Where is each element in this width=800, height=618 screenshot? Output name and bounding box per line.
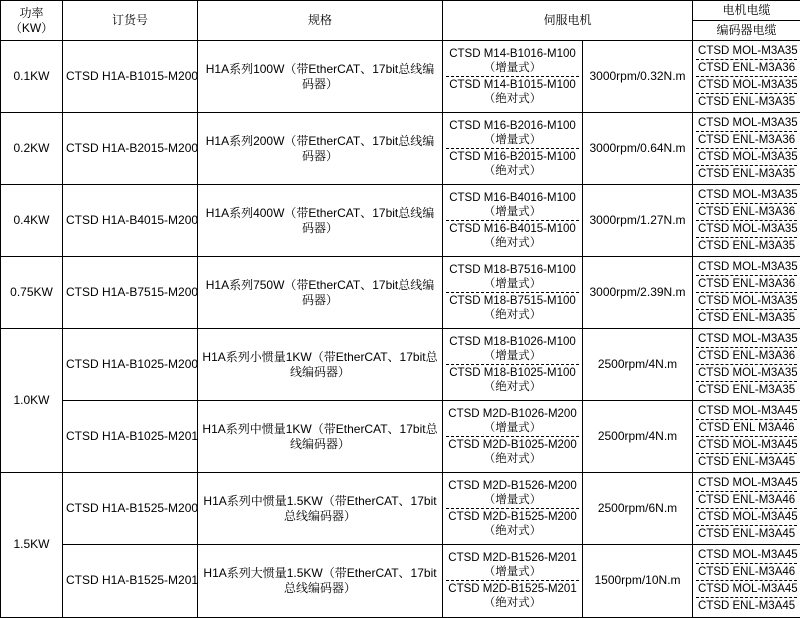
- cell-spec: H1A系列小惯量1KW（带EtherCAT、17bit总线编码器）: [198, 329, 443, 401]
- cell-spec: H1A系列中惯量1KW（带EtherCAT、17bit总线编码器）: [198, 401, 443, 473]
- cell-servo-motor: [443, 185, 583, 257]
- cell-power: 0.4KW: [1, 185, 63, 257]
- motor-model-list: [446, 478, 579, 539]
- motor-model-list: [446, 190, 579, 251]
- cable-item: [696, 204, 797, 221]
- cable-list: [696, 187, 797, 254]
- cable-text: CTSD MOL-M3A35: [696, 331, 797, 348]
- motor-model-item: [446, 293, 579, 324]
- cable-text: CTSD ENL-M3A45: [696, 454, 797, 471]
- motor-model-item: [446, 262, 579, 293]
- cable-item: [696, 564, 797, 581]
- motor-model-item: [446, 149, 579, 180]
- cable-text: CTSD ENL-M3A36: [696, 348, 797, 365]
- cell-speed-torque: 2500rpm/6N.m: [583, 473, 693, 545]
- cell-servo-motor: [443, 473, 583, 545]
- cable-item: [696, 365, 797, 382]
- cable-item: [696, 94, 797, 111]
- cell-speed-torque: 2500rpm/4N.m: [583, 329, 693, 401]
- cable-text: CTSD MOL-M3A45: [696, 581, 797, 598]
- motor-model-list: [446, 550, 579, 611]
- cell-order-no: CTSD H1A-B1025-M201: [63, 401, 198, 473]
- cell-cables: [693, 401, 800, 473]
- cable-item: [696, 348, 797, 365]
- motor-model-text: CTSD M2D-B1026-M200 （增量式）: [446, 406, 579, 437]
- motor-model-list: [446, 334, 579, 395]
- motor-model-item: [446, 478, 579, 509]
- cable-item: [696, 403, 797, 420]
- cable-item: [696, 547, 797, 564]
- motor-model-item: [446, 190, 579, 221]
- cell-spec: H1A系列大惯量1.5KW（带EtherCAT、17bit总线编码器）: [198, 545, 443, 617]
- cable-text: CTSD ENL-M3A35: [696, 238, 797, 255]
- cable-item: [696, 276, 797, 293]
- cable-item: [696, 437, 797, 454]
- motor-model-text: CTSD M16-B4015-M100 （绝对式）: [446, 221, 579, 252]
- cable-text: CTSD ENL-M3A46: [696, 492, 797, 509]
- cable-item: [696, 166, 797, 183]
- cell-cables: [693, 545, 800, 617]
- header-spec: 规格: [198, 1, 443, 41]
- cable-text: CTSD ENL M3A46: [696, 420, 797, 437]
- cell-power: 1.0KW: [1, 329, 63, 473]
- cable-item: [696, 310, 797, 327]
- cell-spec: H1A系列200W（带EtherCAT、17bit总线编码器）: [198, 113, 443, 185]
- cell-servo-motor: [443, 545, 583, 617]
- table-row: [1, 473, 800, 545]
- cable-text: CTSD ENL-M3A45: [696, 598, 797, 615]
- cable-item: [696, 60, 797, 77]
- motor-model-text: CTSD M2D-B1025-M200 （绝对式）: [446, 437, 579, 468]
- cell-order-no: CTSD H1A-B1015-M200: [63, 41, 198, 113]
- motor-model-item: [446, 509, 579, 540]
- cell-cables: [693, 257, 800, 329]
- cable-text: CTSD MOL-M3A45: [696, 437, 797, 454]
- cable-item: [696, 221, 797, 238]
- cell-power: 0.1KW: [1, 41, 63, 113]
- cable-text: CTSD MOL-M3A45: [696, 547, 797, 564]
- cable-item: [696, 331, 797, 348]
- cell-speed-torque: 3000rpm/2.39N.m: [583, 257, 693, 329]
- motor-model-item: [446, 77, 579, 108]
- motor-model-text: CTSD M16-B4016-M100 （增量式）: [446, 190, 579, 221]
- cable-item: [696, 187, 797, 204]
- cell-order-no: CTSD H1A-B1525-M201: [63, 545, 198, 617]
- cable-text: CTSD ENL-M3A35: [696, 382, 797, 399]
- motor-model-text: CTSD M16-B2016-M100 （增量式）: [446, 118, 579, 149]
- cell-spec: H1A系列100W（带EtherCAT、17bit总线编码器）: [198, 41, 443, 113]
- cell-cables: [693, 473, 800, 545]
- cable-text: CTSD ENL-M3A35: [696, 94, 797, 111]
- table-body: [1, 41, 800, 618]
- cable-text: CTSD MOL-M3A35: [696, 221, 797, 238]
- table-row: [1, 113, 800, 185]
- motor-model-text: CTSD M18-B1026-M100 （增量式）: [446, 334, 579, 365]
- cable-list: [696, 475, 797, 542]
- cable-list: [696, 259, 797, 326]
- cable-item: [696, 132, 797, 149]
- cable-text: CTSD MOL-M3A45: [696, 475, 797, 492]
- cell-speed-torque: 1500rpm/10N.m: [583, 545, 693, 617]
- cable-item: [696, 454, 797, 471]
- cell-cables: [693, 185, 800, 257]
- motor-model-item: [446, 221, 579, 252]
- cable-text: CTSD MOL-M3A35: [696, 259, 797, 276]
- header-order-no: 订货号: [63, 1, 198, 41]
- cell-order-no: CTSD H1A-B7515-M200: [63, 257, 198, 329]
- cell-power: 0.75KW: [1, 257, 63, 329]
- cell-power: 1.5KW: [1, 473, 63, 617]
- motor-model-text: CTSD M14-B1015-M100 （绝对式）: [446, 77, 579, 108]
- cell-servo-motor: [443, 329, 583, 401]
- motor-model-item: [446, 46, 579, 77]
- cable-item: [696, 492, 797, 509]
- cell-servo-motor: [443, 113, 583, 185]
- table-header: [1, 1, 800, 41]
- motor-model-list: [446, 262, 579, 323]
- motor-model-text: CTSD M18-B7516-M100 （增量式）: [446, 262, 579, 293]
- cable-text: CTSD ENL-M3A35: [696, 166, 797, 183]
- motor-model-list: [446, 46, 579, 107]
- cable-list: [696, 331, 797, 398]
- cell-servo-motor: [443, 257, 583, 329]
- motor-model-item: [446, 365, 579, 396]
- header-encoder-cable: 编码器电缆: [693, 21, 800, 41]
- cable-list: [696, 547, 797, 614]
- cell-speed-torque: 3000rpm/0.32N.m: [583, 41, 693, 113]
- motor-model-text: CTSD M2D-B1526-M201 （增量式）: [446, 550, 579, 581]
- cable-item: [696, 115, 797, 132]
- cell-order-no: CTSD H1A-B1525-M200: [63, 473, 198, 545]
- cable-text: CTSD ENL-M3A35: [696, 310, 797, 327]
- cable-text: CTSD ENL-M3A46: [696, 564, 797, 581]
- cell-speed-torque: 2500rpm/4N.m: [583, 401, 693, 473]
- motor-model-text: CTSD M18-B1025-M100 （绝对式）: [446, 365, 579, 396]
- cable-text: CTSD MOL-M3A45: [696, 509, 797, 526]
- table-row: [1, 185, 800, 257]
- motor-model-text: CTSD M2D-B1526-M200 （增量式）: [446, 478, 579, 509]
- cable-text: CTSD MOL-M3A35: [696, 149, 797, 166]
- motor-model-text: CTSD M18-B7515-M100 （绝对式）: [446, 293, 579, 324]
- cable-item: [696, 259, 797, 276]
- cable-item: [696, 293, 797, 310]
- cell-servo-motor: [443, 41, 583, 113]
- table-row: [1, 401, 800, 473]
- table-row: [1, 257, 800, 329]
- cable-item: [696, 77, 797, 94]
- motor-model-text: CTSD M2D-B1525-M200 （绝对式）: [446, 509, 579, 540]
- cable-text: CTSD MOL-M3A35: [696, 77, 797, 94]
- motor-model-list: [446, 406, 579, 467]
- motor-model-text: CTSD M16-B2015-M100 （绝对式）: [446, 149, 579, 180]
- cable-text: CTSD MOL-M3A35: [696, 115, 797, 132]
- cable-text: CTSD ENL-M3A36: [696, 132, 797, 149]
- cable-item: [696, 581, 797, 598]
- cable-text: CTSD MOL-M3A35: [696, 43, 797, 60]
- cable-item: [696, 526, 797, 543]
- cable-item: [696, 382, 797, 399]
- cell-cables: [693, 113, 800, 185]
- cable-text: CTSD ENL-M3A45: [696, 526, 797, 543]
- header-motor-cable-group: 电机电缆: [693, 1, 800, 21]
- cell-order-no: CTSD H1A-B1025-M200: [63, 329, 198, 401]
- cell-power: 0.2KW: [1, 113, 63, 185]
- header-row-1: [1, 1, 800, 21]
- cell-spec: H1A系列750W（带EtherCAT、17bit总线编码器）: [198, 257, 443, 329]
- cell-order-no: CTSD H1A-B2015-M200: [63, 113, 198, 185]
- cable-text: CTSD ENL-M3A36: [696, 60, 797, 77]
- motor-model-list: [446, 118, 579, 179]
- cable-item: [696, 598, 797, 615]
- cable-text: CTSD MOL-M3A45: [696, 403, 797, 420]
- cable-text: CTSD MOL-M3A35: [696, 293, 797, 310]
- cable-item: [696, 475, 797, 492]
- cable-item: [696, 509, 797, 526]
- header-power: 功率（KW）: [1, 1, 63, 41]
- table-row: [1, 329, 800, 401]
- cell-servo-motor: [443, 401, 583, 473]
- motor-model-text: CTSD M14-B1016-M100 （增量式）: [446, 46, 579, 77]
- cable-text: CTSD MOL-M3A35: [696, 365, 797, 382]
- cable-list: [696, 115, 797, 182]
- cable-item: [696, 149, 797, 166]
- cell-speed-torque: 3000rpm/0.64N.m: [583, 113, 693, 185]
- motor-model-text: CTSD M2D-B1525-M201 （绝对式）: [446, 581, 579, 612]
- cable-text: CTSD ENL-M3A36: [696, 276, 797, 293]
- cell-cables: [693, 41, 800, 113]
- header-servo-motor: 伺服电机: [443, 1, 693, 41]
- cell-order-no: CTSD H1A-B4015-M200: [63, 185, 198, 257]
- table-row: [1, 41, 800, 113]
- motor-model-item: [446, 334, 579, 365]
- motor-model-item: [446, 406, 579, 437]
- cell-spec: H1A系列400W（带EtherCAT、17bit总线编码器）: [198, 185, 443, 257]
- cable-item: [696, 43, 797, 60]
- cell-speed-torque: 3000rpm/1.27N.m: [583, 185, 693, 257]
- cable-text: CTSD MOL-M3A35: [696, 187, 797, 204]
- cell-spec: H1A系列中惯量1.5KW（带EtherCAT、17bit总线编码器）: [198, 473, 443, 545]
- motor-model-item: [446, 437, 579, 468]
- cable-text: CTSD ENL-M3A36: [696, 204, 797, 221]
- cable-list: [696, 403, 797, 470]
- cable-item: [696, 238, 797, 255]
- cable-list: [696, 43, 797, 110]
- motor-model-item: [446, 118, 579, 149]
- table-row: [1, 545, 800, 617]
- motor-model-item: [446, 581, 579, 612]
- cell-cables: [693, 329, 800, 401]
- motor-model-item: [446, 550, 579, 581]
- cable-item: [696, 420, 797, 437]
